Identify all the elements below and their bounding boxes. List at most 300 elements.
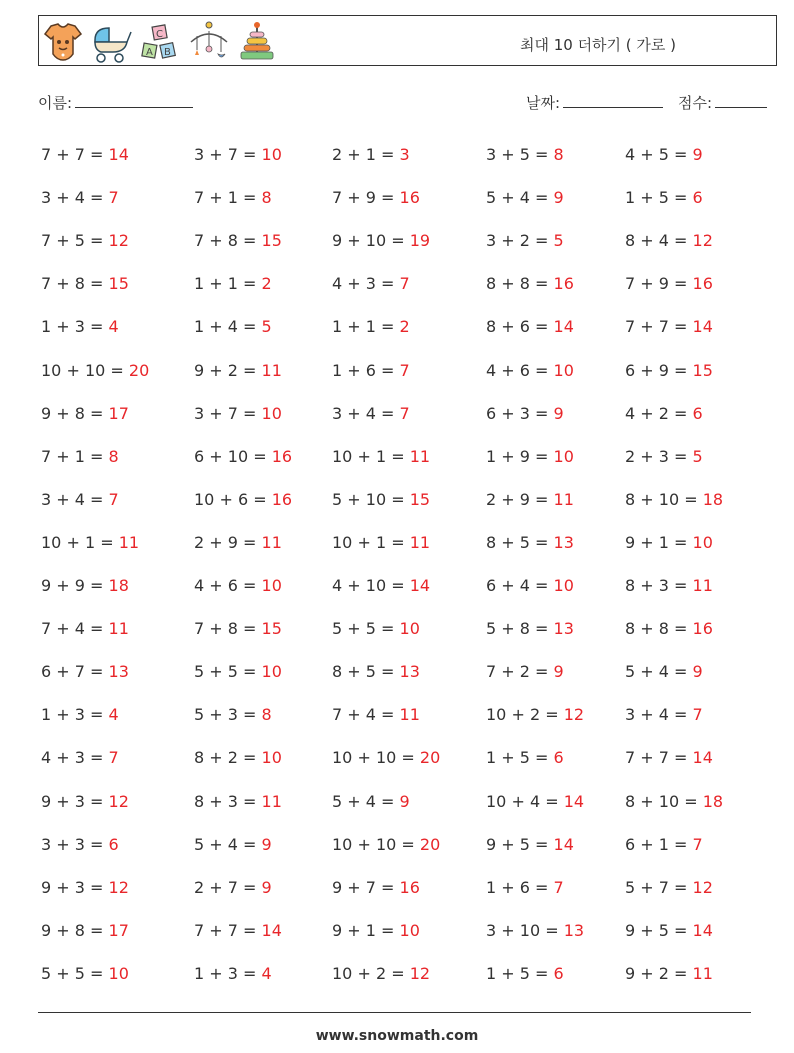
problem-item <box>41 317 119 337</box>
problem-answer: 10 <box>399 920 420 940</box>
problem-question: 2 + 1 = <box>332 145 395 164</box>
problem-question: 6 + 1 = <box>625 834 688 854</box>
problem-item <box>486 274 574 294</box>
problem-question: 9 + 1 = <box>332 920 395 940</box>
problem-item <box>332 274 410 294</box>
problem-item <box>194 404 282 424</box>
footer-divider <box>38 1012 751 1013</box>
problem-item <box>41 490 119 510</box>
problem-item <box>332 490 430 510</box>
problem-answer: 5 <box>553 231 564 251</box>
problem-question: 10 + 1 = <box>41 532 114 552</box>
problem-answer: 15 <box>261 231 282 251</box>
problem-item <box>194 748 282 768</box>
problem-item <box>332 964 430 984</box>
problem-question: 7 + 7 = <box>41 145 104 164</box>
problem-question: 8 + 5 = <box>332 662 395 682</box>
problem-question: 7 + 9 = <box>625 274 688 294</box>
problem-answer: 18 <box>702 791 724 811</box>
problem-answer: 9 <box>399 791 410 811</box>
problem-answer: 12 <box>409 963 431 983</box>
problem-question: 5 + 4 = <box>486 188 549 208</box>
problem-item <box>194 145 282 165</box>
problem-item <box>332 404 410 424</box>
problem-item <box>625 921 713 941</box>
problem-answer: 12 <box>692 877 713 897</box>
problem-question: 6 + 9 = <box>625 360 688 380</box>
problem-item <box>194 705 272 725</box>
problem-item <box>332 792 410 812</box>
problem-item <box>332 705 420 725</box>
score-line[interactable] <box>715 93 767 108</box>
problem-question: 3 + 4 = <box>332 403 395 423</box>
problem-item <box>486 490 574 510</box>
problem-question: 10 + 1 = <box>332 532 405 552</box>
problem-question: 5 + 10 = <box>332 489 405 509</box>
problem-question: 5 + 8 = <box>486 619 549 639</box>
problem-item <box>41 231 129 251</box>
problem-item <box>625 490 723 510</box>
problem-question: 7 + 8 = <box>41 274 104 294</box>
problem-answer: 8 <box>261 188 272 208</box>
problem-answer: 11 <box>692 576 713 595</box>
problem-question: 9 + 5 = <box>486 834 549 854</box>
problem-item <box>486 361 574 381</box>
problem-item <box>625 705 703 725</box>
problem-item <box>332 317 410 337</box>
problem-item <box>486 619 574 639</box>
problem-question: 4 + 6 = <box>194 576 257 595</box>
problem-answer: 9 <box>261 834 272 854</box>
problem-item <box>486 748 564 768</box>
problem-answer: 20 <box>419 834 441 854</box>
problem-item <box>625 231 713 251</box>
problem-answer: 10 <box>261 576 282 595</box>
problem-item <box>332 878 420 898</box>
onesie-icon <box>43 20 83 64</box>
problem-item <box>41 964 129 984</box>
problem-item <box>332 188 420 208</box>
problem-answer: 12 <box>108 877 129 897</box>
problem-item <box>486 835 574 855</box>
problem-question: 2 + 9 = <box>486 489 549 509</box>
problem-answer: 14 <box>108 145 129 164</box>
problem-question: 4 + 10 = <box>332 576 405 595</box>
date-field <box>526 92 663 113</box>
problem-answer: 4 <box>261 963 272 983</box>
problem-item <box>625 748 713 768</box>
problem-question: 3 + 4 = <box>41 489 104 509</box>
problem-question: 7 + 7 = <box>625 317 688 337</box>
problem-answer: 6 <box>692 188 703 208</box>
problem-question: 8 + 8 = <box>625 619 688 639</box>
problem-answer: 5 <box>261 317 272 337</box>
problem-question: 3 + 3 = <box>41 834 104 854</box>
problem-answer: 7 <box>692 705 703 725</box>
problem-question: 9 + 8 = <box>41 920 104 940</box>
problem-answer: 6 <box>108 834 119 854</box>
problem-question: 1 + 4 = <box>194 317 257 337</box>
problem-item <box>486 792 584 812</box>
problem-item <box>41 274 129 294</box>
problem-answer: 18 <box>108 576 129 595</box>
problem-answer: 11 <box>409 446 431 466</box>
problem-answer: 11 <box>261 791 282 811</box>
problem-answer: 10 <box>399 619 420 639</box>
header-box <box>38 15 777 66</box>
problem-answer: 13 <box>399 662 420 682</box>
problem-item <box>194 878 272 898</box>
problem-answer: 14 <box>563 791 585 811</box>
svg-text:B: B <box>164 47 171 58</box>
problem-answer: 14 <box>692 317 713 337</box>
problem-answer: 16 <box>271 446 293 466</box>
problem-question: 3 + 2 = <box>486 231 549 251</box>
problem-item <box>41 188 119 208</box>
name-line[interactable] <box>75 93 193 108</box>
problem-answer: 11 <box>692 963 713 983</box>
problem-answer: 17 <box>108 920 129 940</box>
problem-item <box>41 921 129 941</box>
svg-text:C: C <box>156 29 163 40</box>
problem-item <box>194 619 282 639</box>
problem-item <box>332 748 440 768</box>
problem-question: 1 + 5 = <box>625 188 688 208</box>
problem-item <box>41 619 129 639</box>
problem-item <box>625 792 723 812</box>
problem-answer: 7 <box>399 403 410 423</box>
problem-answer: 10 <box>553 576 574 595</box>
problem-item <box>332 145 410 165</box>
problem-item <box>332 576 430 596</box>
problem-question: 1 + 1 = <box>194 274 257 294</box>
problem-question: 4 + 3 = <box>332 274 395 294</box>
problem-item <box>332 921 420 941</box>
problem-question: 4 + 6 = <box>486 360 549 380</box>
problem-question: 7 + 8 = <box>194 231 257 251</box>
problem-answer: 12 <box>108 791 129 811</box>
problem-answer: 7 <box>553 877 564 897</box>
problem-item <box>486 447 574 467</box>
problem-question: 9 + 3 = <box>41 877 104 897</box>
problem-question: 7 + 9 = <box>332 188 395 208</box>
problem-item <box>194 792 282 812</box>
problem-answer: 8 <box>261 705 272 725</box>
problem-answer: 8 <box>553 145 564 164</box>
problem-answer: 11 <box>409 532 431 552</box>
problem-item <box>486 145 564 165</box>
problem-item <box>486 231 564 251</box>
problem-answer: 9 <box>553 662 564 682</box>
problem-question: 8 + 6 = <box>486 317 549 337</box>
problem-question: 4 + 3 = <box>41 748 104 768</box>
problem-question: 9 + 7 = <box>332 877 395 897</box>
problem-item <box>486 921 584 941</box>
problem-answer: 9 <box>553 403 564 423</box>
problem-item <box>625 145 703 165</box>
stacking-rings-icon <box>237 20 277 64</box>
problem-question: 1 + 9 = <box>486 446 549 466</box>
problem-question: 8 + 3 = <box>194 791 257 811</box>
problem-answer: 20 <box>128 360 150 380</box>
problem-answer: 13 <box>563 920 585 940</box>
problem-answer: 13 <box>553 619 574 639</box>
problem-answer: 15 <box>108 274 129 294</box>
problem-question: 9 + 5 = <box>625 920 688 940</box>
problem-answer: 16 <box>399 877 420 897</box>
problem-item <box>194 188 272 208</box>
problem-answer: 11 <box>399 705 420 725</box>
problem-item <box>332 361 410 381</box>
problem-answer: 8 <box>108 446 119 466</box>
problem-item <box>332 835 440 855</box>
problem-item <box>332 447 430 467</box>
problem-question: 10 + 2 = <box>486 705 559 725</box>
problem-question: 1 + 6 = <box>486 877 549 897</box>
problem-answer: 7 <box>399 274 410 294</box>
problem-answer: 14 <box>409 576 431 595</box>
problem-item <box>625 835 703 855</box>
problem-question: 5 + 4 = <box>332 791 395 811</box>
problem-answer: 15 <box>692 360 713 380</box>
problem-question: 10 + 4 = <box>486 791 559 811</box>
problem-answer: 10 <box>261 662 282 682</box>
problem-answer: 15 <box>409 489 431 509</box>
problem-answer: 14 <box>692 920 713 940</box>
problem-answer: 14 <box>553 834 574 854</box>
problem-answer: 10 <box>261 145 282 164</box>
problem-answer: 4 <box>108 317 119 337</box>
problem-item <box>194 533 282 553</box>
problem-item <box>332 231 430 251</box>
problem-item <box>625 274 713 294</box>
problem-answer: 2 <box>399 317 410 337</box>
problem-item <box>41 705 119 725</box>
problem-answer: 9 <box>553 188 564 208</box>
footer-website: www.snowmath.com <box>315 1028 479 1044</box>
problem-question: 9 + 1 = <box>625 532 688 552</box>
date-line[interactable] <box>563 93 663 108</box>
problem-answer: 11 <box>118 532 140 552</box>
problem-item <box>41 748 119 768</box>
problem-answer: 11 <box>261 360 282 380</box>
problem-question: 2 + 9 = <box>194 532 257 552</box>
problem-question: 7 + 5 = <box>41 231 104 251</box>
problem-question: 8 + 10 = <box>625 489 698 509</box>
problem-question: 10 + 10 = <box>332 748 415 768</box>
problem-question: 8 + 10 = <box>625 791 698 811</box>
abc-blocks-icon <box>139 20 181 64</box>
problem-item <box>625 533 713 553</box>
problem-question: 7 + 2 = <box>486 662 549 682</box>
problem-item <box>332 662 420 682</box>
baby-mobile-icon <box>187 20 231 64</box>
problem-answer: 17 <box>108 403 129 423</box>
problem-item <box>486 964 564 984</box>
problem-question: 3 + 4 = <box>625 705 688 725</box>
problem-question: 2 + 7 = <box>194 877 257 897</box>
problem-answer: 9 <box>261 877 272 897</box>
problem-answer: 15 <box>261 619 282 639</box>
problem-item <box>194 317 272 337</box>
name-field <box>38 92 193 113</box>
problem-item <box>194 361 282 381</box>
problem-answer: 2 <box>261 274 272 294</box>
problem-item <box>194 964 272 984</box>
score-field <box>678 92 767 113</box>
problem-item <box>486 188 564 208</box>
problem-question: 3 + 7 = <box>194 145 257 164</box>
problem-question: 6 + 4 = <box>486 576 549 595</box>
problem-item <box>41 576 129 596</box>
problem-item <box>625 576 713 596</box>
date-label: 날짜: <box>526 94 561 112</box>
problem-item <box>625 317 713 337</box>
problem-question: 9 + 3 = <box>41 791 104 811</box>
problem-question: 10 + 10 = <box>41 360 124 380</box>
name-label: 이름: <box>38 94 73 112</box>
problem-question: 5 + 5 = <box>332 619 395 639</box>
problem-item <box>194 274 272 294</box>
problem-question: 5 + 5 = <box>194 662 257 682</box>
score-label: 점수: <box>678 94 713 112</box>
problem-question: 1 + 1 = <box>332 317 395 337</box>
problem-answer: 12 <box>692 231 713 251</box>
problem-question: 9 + 9 = <box>41 576 104 595</box>
problem-question: 1 + 5 = <box>486 963 549 983</box>
problem-item <box>194 447 292 467</box>
problem-question: 1 + 3 = <box>41 317 104 337</box>
problem-item <box>486 878 564 898</box>
problem-answer: 14 <box>692 748 713 768</box>
problem-question: 8 + 8 = <box>486 274 549 294</box>
problem-question: 1 + 3 = <box>41 705 104 725</box>
problem-answer: 6 <box>692 403 703 423</box>
problem-question: 10 + 2 = <box>332 963 405 983</box>
problem-question: 4 + 2 = <box>625 403 688 423</box>
problem-question: 9 + 2 = <box>625 963 688 983</box>
problem-item <box>194 921 282 941</box>
problem-answer: 7 <box>108 489 119 509</box>
problem-item <box>625 188 703 208</box>
problem-answer: 6 <box>553 963 564 983</box>
problem-item <box>41 145 129 165</box>
problem-question: 9 + 8 = <box>41 403 104 423</box>
problem-question: 6 + 7 = <box>41 662 104 682</box>
problem-question: 3 + 4 = <box>41 188 104 208</box>
problem-answer: 10 <box>553 360 574 380</box>
problem-question: 7 + 1 = <box>41 446 104 466</box>
problem-question: 7 + 4 = <box>332 705 395 725</box>
problem-item <box>332 533 430 553</box>
problem-answer: 14 <box>261 920 282 940</box>
problem-question: 8 + 4 = <box>625 231 688 251</box>
problem-item <box>194 835 272 855</box>
problem-answer: 11 <box>108 619 129 639</box>
problem-item <box>41 878 129 898</box>
problem-item <box>486 317 574 337</box>
problem-question: 1 + 6 = <box>332 360 395 380</box>
problem-answer: 16 <box>271 489 293 509</box>
problem-item <box>41 662 129 682</box>
problem-item <box>486 533 574 553</box>
problem-answer: 12 <box>563 705 585 725</box>
svg-text:A: A <box>146 47 153 58</box>
problem-answer: 12 <box>108 231 129 251</box>
stroller-icon <box>89 20 133 64</box>
problem-answer: 10 <box>261 403 282 423</box>
problem-item <box>41 404 129 424</box>
problem-answer: 5 <box>692 446 703 466</box>
problem-answer: 11 <box>553 489 574 509</box>
problem-question: 5 + 4 = <box>625 662 688 682</box>
problem-answer: 3 <box>399 145 410 164</box>
problem-item <box>625 964 713 984</box>
problem-answer: 14 <box>553 317 574 337</box>
problem-question: 7 + 7 = <box>194 920 257 940</box>
problem-question: 8 + 5 = <box>486 532 549 552</box>
problem-answer: 18 <box>702 489 724 509</box>
problem-answer: 4 <box>108 705 119 725</box>
problem-item <box>41 361 149 381</box>
problem-question: 3 + 5 = <box>486 145 549 164</box>
problem-question: 10 + 6 = <box>194 489 267 509</box>
problem-item <box>625 619 713 639</box>
problem-question: 5 + 5 = <box>41 963 104 983</box>
problem-question: 7 + 1 = <box>194 188 257 208</box>
problem-answer: 10 <box>108 963 129 983</box>
problem-item <box>41 792 129 812</box>
problem-answer: 7 <box>399 360 410 380</box>
problem-item <box>41 447 119 467</box>
problem-answer: 13 <box>108 662 129 682</box>
problem-answer: 20 <box>419 748 441 768</box>
problem-question: 10 + 1 = <box>332 446 405 466</box>
problem-question: 7 + 4 = <box>41 619 104 639</box>
problem-question: 5 + 4 = <box>194 834 257 854</box>
problem-answer: 9 <box>692 662 703 682</box>
problem-item <box>625 361 713 381</box>
problem-answer: 13 <box>553 532 574 552</box>
problem-answer: 10 <box>261 748 282 768</box>
problem-answer: 16 <box>692 274 713 294</box>
problem-item <box>486 404 564 424</box>
problem-answer: 7 <box>108 748 119 768</box>
problem-item <box>625 878 713 898</box>
problem-item <box>194 490 292 510</box>
problem-item <box>194 576 282 596</box>
problem-question: 8 + 3 = <box>625 576 688 595</box>
problem-question: 3 + 7 = <box>194 403 257 423</box>
problem-answer: 16 <box>399 188 420 208</box>
problem-item <box>486 705 584 725</box>
problem-question: 6 + 10 = <box>194 446 267 466</box>
header-icons <box>43 20 277 64</box>
problem-item <box>41 835 119 855</box>
page-title: 최대 10 더하기 ( 가로 ) <box>519 36 677 54</box>
problem-question: 2 + 3 = <box>625 446 688 466</box>
problem-item <box>486 576 574 596</box>
problem-question: 7 + 7 = <box>625 748 688 768</box>
problem-answer: 16 <box>553 274 574 294</box>
problem-item <box>625 404 703 424</box>
problem-question: 6 + 3 = <box>486 403 549 423</box>
problem-question: 9 + 10 = <box>332 231 405 251</box>
problem-item <box>625 447 703 467</box>
problem-answer: 19 <box>409 231 431 251</box>
problem-question: 1 + 3 = <box>194 963 257 983</box>
problem-item <box>625 662 703 682</box>
